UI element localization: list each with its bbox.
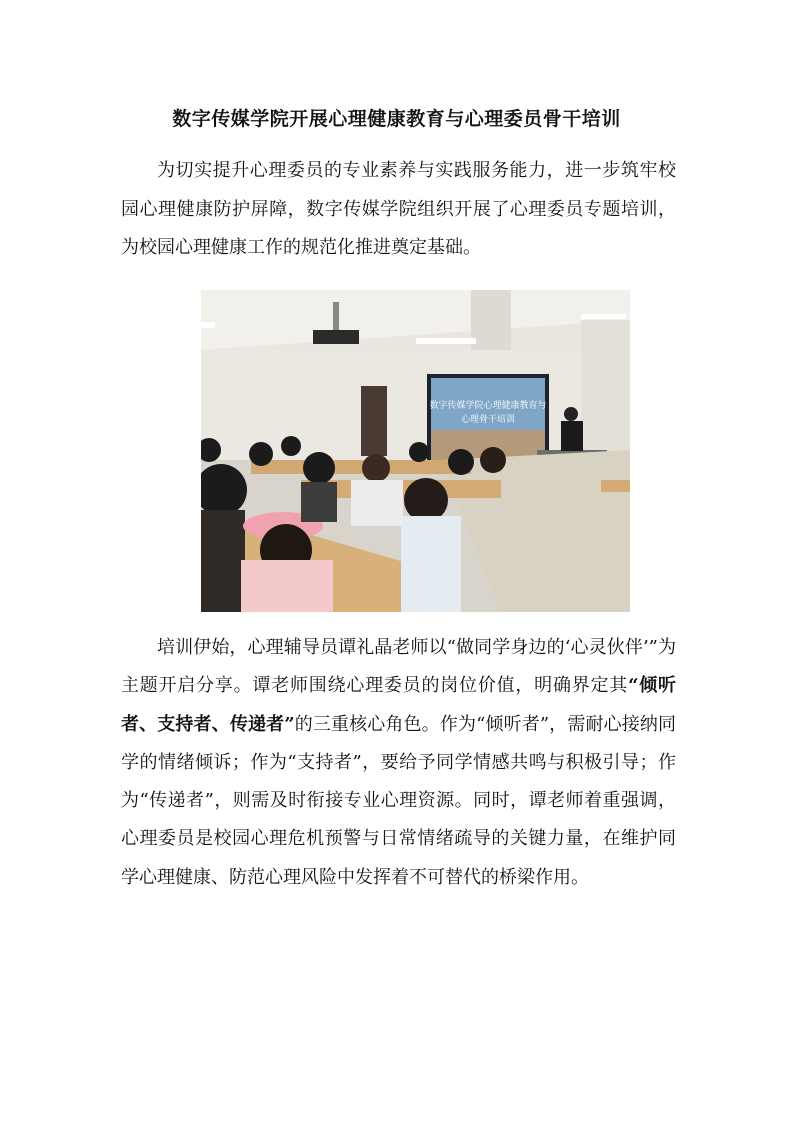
- training-photo: [201, 290, 630, 612]
- screen-text-1: 数字传媒学院心理健康教育与: [429, 401, 547, 411]
- body-text-2: 的三重核心角色。作为“倾听者”，需耐心接纳同学的情绪倾诉；作为“支持者”，要给予同学情感共鸣与积极引导；作为“传递者”，则需及时衔接专业心理资源。同时，谭老师着重强调，心理委员是校园心理危机预警与日常情绪疏导的关键力量，在维护同学心理健康、防范心理风险中发挥着不可替代的桥梁作用。: [121, 713, 677, 888]
- body-text-1: 培训伊始，心理辅导员谭礼晶老师以“做同学身边的‘心灵伙伴’”为主题开启分享。谭老师围绕心理委员的岗位价值，明确界定其: [121, 637, 676, 697]
- article-title: 数字传媒学院开展心理健康教育与心理委员骨干培训: [172, 108, 621, 130]
- body-paragraph: [121, 629, 676, 897]
- screen-text-2: 心理骨干培训: [460, 415, 516, 425]
- intro-paragraph: 为切实提升心理委员的专业素养与实践服务能力，进一步筑牢校园心理健康防护屏障，数字传媒学院组织开展了心理委员专题培训，为校园心理健康工作的规范化推进奠定基础。: [121, 160, 676, 258]
- body-bold-roles: “倾听者、支持者、传递者”: [121, 675, 676, 735]
